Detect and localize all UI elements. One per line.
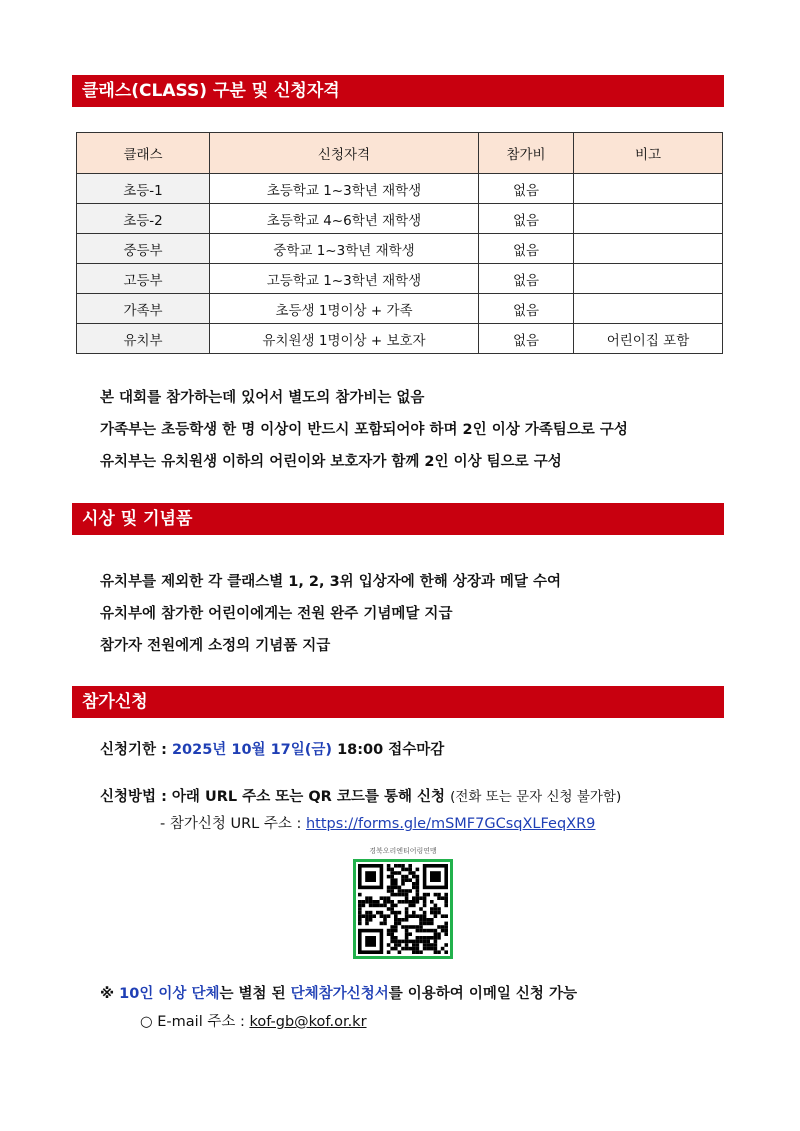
qr-caption: 경북오리엔티어링연맹 xyxy=(369,847,437,855)
group-rest: 를 이용하여 이메일 신청 가능 xyxy=(388,986,577,1002)
cell-fee: 없음 xyxy=(479,294,574,324)
cell-remarks xyxy=(574,234,723,264)
group-prefix: ※ xyxy=(100,986,120,1002)
group-form: 단체참가신청서 xyxy=(290,986,389,1002)
email-label: ○ E-mail 주소 : xyxy=(140,1014,250,1030)
award-kids: 유치부에 참가한 어린이에게는 전원 완주 기념메달 지급 xyxy=(100,606,453,622)
table-row xyxy=(77,204,723,234)
cell-class: 고등부 xyxy=(77,264,210,294)
section-title-class: 클래스(CLASS) 구분 및 신청자격 xyxy=(72,75,724,107)
section-title-apply: 참가신청 xyxy=(72,686,724,718)
note-kindergarten: 유치부는 유치원생 이하의 어린이와 보호자가 함께 2인 이상 팀으로 구성 xyxy=(100,454,562,470)
deadline-label: 신청기한 : xyxy=(100,742,172,758)
class-table xyxy=(76,132,723,354)
cell-eligibility: 고등학교 1~3학년 재학생 xyxy=(210,264,479,294)
cell-eligibility: 유치원생 1명이상 + 보호자 xyxy=(210,324,479,354)
cell-class: 초등-2 xyxy=(77,204,210,234)
cell-remarks xyxy=(574,204,723,234)
table-row xyxy=(77,234,723,264)
group-count: 10인 이상 단체 xyxy=(119,986,220,1002)
url-line xyxy=(160,812,595,833)
header-eligibility: 신청자격 xyxy=(210,133,479,174)
cell-class: 중등부 xyxy=(77,234,210,264)
group-line xyxy=(100,982,577,1003)
cell-fee: 없음 xyxy=(479,264,574,294)
cell-fee: 없음 xyxy=(479,174,574,204)
deadline-line xyxy=(100,738,444,759)
cell-remarks xyxy=(574,264,723,294)
table-header-row xyxy=(77,133,723,174)
section-title-award: 시상 및 기념품 xyxy=(72,503,724,535)
cell-class: 유치부 xyxy=(77,324,210,354)
method-line xyxy=(100,785,621,806)
note-family: 가족부는 초등학생 한 명 이상이 반드시 포함되어야 하며 2인 이상 가족팀으로 구성 xyxy=(100,422,628,438)
email-link[interactable]: kof-gb@kof.or.kr xyxy=(249,1014,367,1030)
method-note: (전화 또는 문자 신청 불가함) xyxy=(450,789,622,805)
cell-fee: 없음 xyxy=(479,204,574,234)
deadline-date: 2025년 10월 17일(금) xyxy=(171,742,333,758)
url-label: - 참가신청 URL 주소 : xyxy=(160,816,306,832)
table-row xyxy=(77,264,723,294)
header-fee: 참가비 xyxy=(479,133,574,174)
cell-eligibility: 중학교 1~3학년 재학생 xyxy=(210,234,479,264)
cell-remarks xyxy=(574,294,723,324)
deadline-rest: 18:00 접수마감 xyxy=(332,742,445,758)
cell-eligibility: 초등학교 1~3학년 재학생 xyxy=(210,174,479,204)
method-label: 신청방법 : 아래 URL 주소 또는 QR 코드를 통해 신청 xyxy=(100,789,451,805)
cell-eligibility: 초등생 1명이상 + 가족 xyxy=(210,294,479,324)
table-row xyxy=(77,174,723,204)
award-souvenir: 참가자 전원에게 소정의 기념품 지급 xyxy=(100,638,331,654)
table-row xyxy=(77,324,723,354)
cell-fee: 없음 xyxy=(479,324,574,354)
group-mid: 는 별첨 된 xyxy=(219,986,291,1002)
cell-remarks xyxy=(574,174,723,204)
registration-url-link[interactable]: https://forms.gle/mSMF7GCsqXLFeqXR9 xyxy=(305,816,596,832)
cell-class: 가족부 xyxy=(77,294,210,324)
email-line xyxy=(140,1010,367,1031)
cell-fee: 없음 xyxy=(479,234,574,264)
header-remarks: 비고 xyxy=(574,133,723,174)
table-row xyxy=(77,294,723,324)
cell-remarks: 어린이집 포함 xyxy=(574,324,723,354)
cell-class: 초등-1 xyxy=(77,174,210,204)
header-class: 클래스 xyxy=(77,133,210,174)
qr-code-frame xyxy=(353,859,453,959)
qr-code-icon[interactable] xyxy=(356,862,450,956)
cell-eligibility: 초등학교 4~6학년 재학생 xyxy=(210,204,479,234)
award-medal: 유치부를 제외한 각 클래스별 1, 2, 3위 입상자에 한해 상장과 메달 수여 xyxy=(100,574,561,590)
note-fee: 본 대회를 참가하는데 있어서 별도의 참가비는 없음 xyxy=(100,390,425,406)
